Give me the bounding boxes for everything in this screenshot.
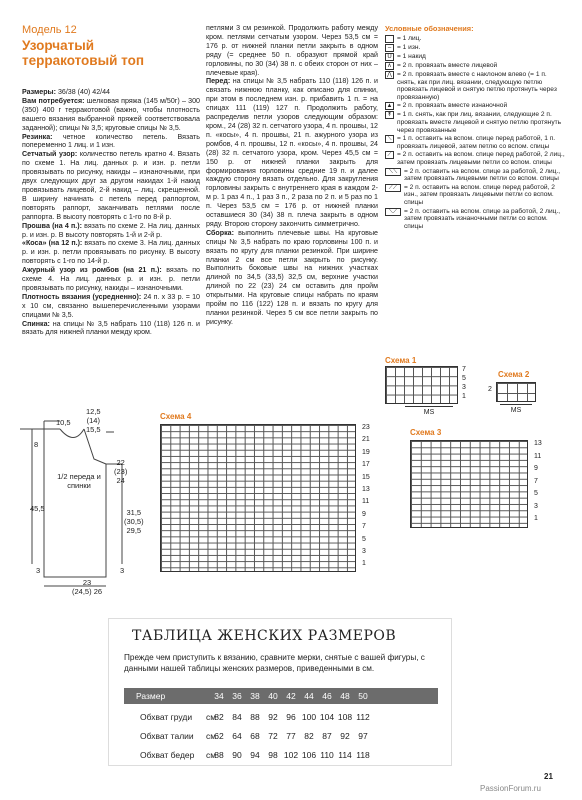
legend xyxy=(385,24,565,231)
size-header-cell: 38 xyxy=(250,691,260,701)
legend-symbol-icon: U xyxy=(385,53,394,61)
legend-symbol-icon: ⟋⟋ xyxy=(385,184,401,192)
dim-bottom: 23 (24,5) 26 xyxy=(72,578,103,596)
size-header-cell: 48 xyxy=(340,691,350,701)
size-table-row: Обхват бедер см 88 90 94 98 102 106 110 114 118 xyxy=(140,750,370,760)
pattern-outline xyxy=(14,404,144,594)
legend-item: – = 1 изн. xyxy=(385,44,565,52)
scheme-2-repeat: MS xyxy=(500,404,532,414)
dim-height: 45,5 xyxy=(30,504,45,513)
paragraph: Размеры: 36/38 (40) 42/44 xyxy=(22,88,110,96)
row-number: 7 xyxy=(362,523,366,531)
size-table-row: Обхват талии см 62 64 68 72 77 82 87 92 97 xyxy=(140,731,368,741)
paragraph: Сборка: выполнить плечевые швы. На круговые спицы № 3,5 набрать по краю горловины 100 п. и вязать по кругу для планки резинкой. При ширине планки 2 см все петли закрыть по рисунку. Выполнить боковые швы на нижних участках длиной по 34,5 (33,5) 32,5 см, верхние участки длиной по 22 (23) 24 см оставить для пройм открытыми. На круговые спицы набрать по краям пройм по 116 (122) 128 п. и вязать по кругу для планки резинкой. Через 5 см все петли закрыть по рисунку. xyxy=(206,228,378,326)
size-header-cell: 36 xyxy=(232,691,242,701)
row-number: 9 xyxy=(362,510,366,518)
size-header-label: Размер xyxy=(136,691,166,701)
legend-symbol-icon: ⋀ xyxy=(385,71,394,79)
dim-three-right: 3 xyxy=(120,566,125,575)
size-table-intro: Прежде чем приступить к вязанию, сравните мерки, снятые с вашей фигуры, с данными нашей таблицы женских размеров, приведенными в см. xyxy=(124,653,425,673)
legend-item: ⟍ = 1 п. оставить на вспом. спице перед работой, 1 п. провязать лицевой, затем петлю со вспом. спицы xyxy=(385,135,565,150)
legend-item: = 1 лиц. xyxy=(385,35,565,43)
size-header-cell: 42 xyxy=(286,691,296,701)
legend-item: ⟍⟍ = 2 п. оставить на вспом. спице за работой, 2 лиц., затем провязать лицевыми петли со вспом. спицы xyxy=(385,168,565,183)
row-number: 3 xyxy=(362,548,366,555)
row-number: 5 xyxy=(534,490,538,497)
paragraph: Плотность вязания (усредненно): 24 п. х 33 р. = 10 х 10 см, связанно вышеперечисленными узорами спицами № 3,5. xyxy=(22,292,200,319)
size-table-row: Обхват груди см 82 84 88 92 96 100 104 108 112 xyxy=(140,712,370,722)
row-number: 13 xyxy=(534,440,542,447)
row-number: 9 xyxy=(534,465,538,472)
legend-title: Условные обозначения: xyxy=(385,24,474,33)
row-number: 15 xyxy=(362,473,370,481)
legend-item: ⋀ = 2 п. провязать вместе с наклоном влево (= 1 п. снять, как при лиц. вязании, следующую петлю провязать лицевой и снятую петлю протянуть через провязанную) xyxy=(385,71,565,101)
legend-symbol-icon: ⟍⟍ xyxy=(385,168,401,176)
row-number: 17 xyxy=(362,461,370,469)
dim-middle: 22 (23) 24 xyxy=(114,458,128,485)
text-column-1 xyxy=(22,88,200,337)
row-number: 19 xyxy=(362,448,370,456)
legend-symbol-icon: ⟍⟋ xyxy=(385,208,401,216)
row-number: 13 xyxy=(362,486,370,493)
legend-symbol-icon: ⟋ xyxy=(385,151,394,159)
pattern-label: 1/2 переда и спинки xyxy=(57,472,101,490)
page-number: 21 xyxy=(544,772,553,781)
row-number: 11 xyxy=(534,452,542,460)
paragraph: Сетчатый узор: количество петель кратно 4. Вязать по схеме 1. На лиц. данных р. и изн. р. петли провязывать по рисунку, накиды – изнаночными, при двух следующих друг за другом накидах 1-й накид провязывать лицевой, 2-й накид – лиц. скрещенной. В ширину начинать с петель перед раппортом, повторять раппорт, заканчивать петлями после раппорта. В высоту повторять с 1-го по 8-й р. xyxy=(22,150,201,221)
row-number: 1 xyxy=(534,515,538,522)
dim-8: 8 xyxy=(34,440,39,449)
legend-item: ↟ = 1 п. снять, как при лиц. вязании, следующие 2 п. провязать вместе лицевой и снятую петлю протянуть через провязанные xyxy=(386,111,562,134)
scheme-2-row-number: 2 xyxy=(488,386,492,393)
row-number: 7 xyxy=(534,477,538,485)
row-number: 11 xyxy=(362,498,370,506)
scheme-1-repeat: MS xyxy=(405,406,453,416)
text-column-2 xyxy=(206,24,378,327)
size-header-cell: 34 xyxy=(214,691,224,701)
paragraph: Резинка: четное количество петель. Вязать попеременно 1 лиц. и 1 изн. xyxy=(22,132,200,150)
scheme-4-grid xyxy=(160,424,356,572)
dim-three-left: 3 xyxy=(36,566,41,575)
legend-item: U = 1 накид xyxy=(385,53,565,61)
legend-symbol-icon xyxy=(385,35,394,43)
scheme-4-title: Схема 4 xyxy=(160,412,192,421)
row-number: 5 xyxy=(462,375,466,382)
paragraph: Вам потребуется: шелковая пряжа (145 м/50г) – 300 (350) 400 г терракотовой (важно, чтобы плотность вашего вязания выбранной пряжей соответствовала заданной); спицы № 3,5; круговые спицы № 3,5. xyxy=(22,96,200,132)
legend-item: ⟋ = 2 п. оставить на вспом. спице перед работой, 2 лиц., затем провязать лицевыми петли со вспом. спицы xyxy=(385,151,565,166)
size-header-cell: 46 xyxy=(322,691,332,701)
paragraph: Ажурный узор из ромбов (на 21 п.): вязать по схеме 4. На лиц. данных р. и изн. р. петли провязывать по рисунку, накиды – изнаночными. xyxy=(22,266,200,292)
model-number: Модель 12 xyxy=(22,24,77,36)
legend-symbol-icon: ∧ xyxy=(385,62,394,70)
legend-symbol-icon: ▲ xyxy=(386,103,393,110)
paragraph: петлями 3 см резинкой. Продолжить работу между кром. петлями сетчатым узором. Через 53,5 см = 176 р. от нижней планки петли закрыть в одном ряду (= среднее 50 п. образуют прямой край горловины, по 30 (34) 38 п. с обеих сторон от них – плечевые края). xyxy=(206,24,378,77)
site-watermark: PassionForum.ru xyxy=(480,784,541,793)
size-table-title: ТАБЛИЦА ЖЕНСКИХ РАЗМЕРОВ xyxy=(132,628,397,644)
row-number: 3 xyxy=(534,502,538,510)
dim-left-top: 10,5 xyxy=(56,418,71,427)
paragraph: Перед: на спицы № 3,5 набрать 110 (118) 126 п. и связать нижнюю планку, как описано для спинки, при этом в последнем изн. р. прибавить 1 п. = на спицах 111 (119) 127 п. Продолжить работу, распределив петли узоров следующим образом: кром., 24 (28) 32 п. сетчатого узора, 4 п. прошвы, 12 п. «косы», 4 п. прошвы, 21 п. ажурного узора из ромбов, 4 п. прошвы, 12 п. «косы», 4 п. прошвы, 24 (28) 32 п. сетчатого узора, кром. Через 45,5 см = 150 р. от нижней планки закрыть для формирования горловины средние 19 п. и далее каждую сторону вязать отдельно. Для закругления горловины закрыть с внутреннего края в каждом 2-м р. 1 раз 4 п., 1 раз 3 п., 2 раза по 2 п. и 5 раз по 1 п. Через 53,5 см = 176 р. от нижней планки оставшиеся 30 (34) 38 п. плеча закрыть в одном ряду. Второю сторону закончить симметрично. xyxy=(206,77,378,228)
paragraph: Прошва (на 4 п.): вязать по схеме 2. На лиц. данных р. и изн. р. В высоту повторять 1-й и 2-й р. xyxy=(22,221,200,239)
legend-item: ▲ = 2 п. провязать вместе изнаночной xyxy=(386,102,508,110)
size-header-cell: 50 xyxy=(358,691,368,701)
paragraph: «Коса» (на 12 п.): вязать по схеме 3. На лиц. данных р. и изн. р. петли провязывать по рисунку. В высоту повторять с 1-го по 14-й р. xyxy=(22,239,200,266)
scheme-2-grid xyxy=(496,382,536,402)
row-number: 1 xyxy=(462,393,466,400)
size-table-header xyxy=(124,688,438,704)
scheme-2-title: Схема 2 xyxy=(498,370,530,379)
legend-item: ⟋⟋ = 2 п. оставить на вспом. спице перед работой, 2 изн., затем провязать лицевыми петли со вспом. спицы xyxy=(385,184,565,207)
row-number: 1 xyxy=(362,560,366,568)
scheme-1-title: Схема 1 xyxy=(385,356,417,365)
scheme-3-grid xyxy=(410,440,528,528)
legend-item: ∧ = 2 п. провязать вместе лицевой xyxy=(385,62,565,70)
legend-symbol-icon: – xyxy=(385,44,394,52)
row-number: 3 xyxy=(462,384,466,391)
row-number: 23 xyxy=(362,424,370,431)
dim-side: 31,5 (30,5) 29,5 xyxy=(124,508,144,535)
legend-symbol-icon: ⟍ xyxy=(385,135,394,143)
size-header-cell: 44 xyxy=(304,691,314,701)
page-title: Узорчатый терракотовый топ xyxy=(22,38,145,68)
scheme-1-grid xyxy=(385,366,458,404)
dim-top: 12,5 (14) 15,5 xyxy=(86,407,101,434)
row-number: 21 xyxy=(362,436,370,444)
scheme-3-title: Схема 3 xyxy=(410,428,442,437)
legend-symbol-icon: ↟ xyxy=(386,112,393,119)
row-number: 5 xyxy=(362,535,366,543)
row-number: 7 xyxy=(462,366,466,373)
size-header-cell: 40 xyxy=(268,691,278,701)
legend-item: ⟍⟋ = 2 п. оставить на вспом. спице за работой, 2 лиц., затем провязать изнаночными петли со вспом. спицы xyxy=(385,208,565,231)
paragraph: Спинка: на спицы № 3,5 набрать 110 (118) 126 п. и вязать для нижней планки между кром. xyxy=(22,319,200,337)
